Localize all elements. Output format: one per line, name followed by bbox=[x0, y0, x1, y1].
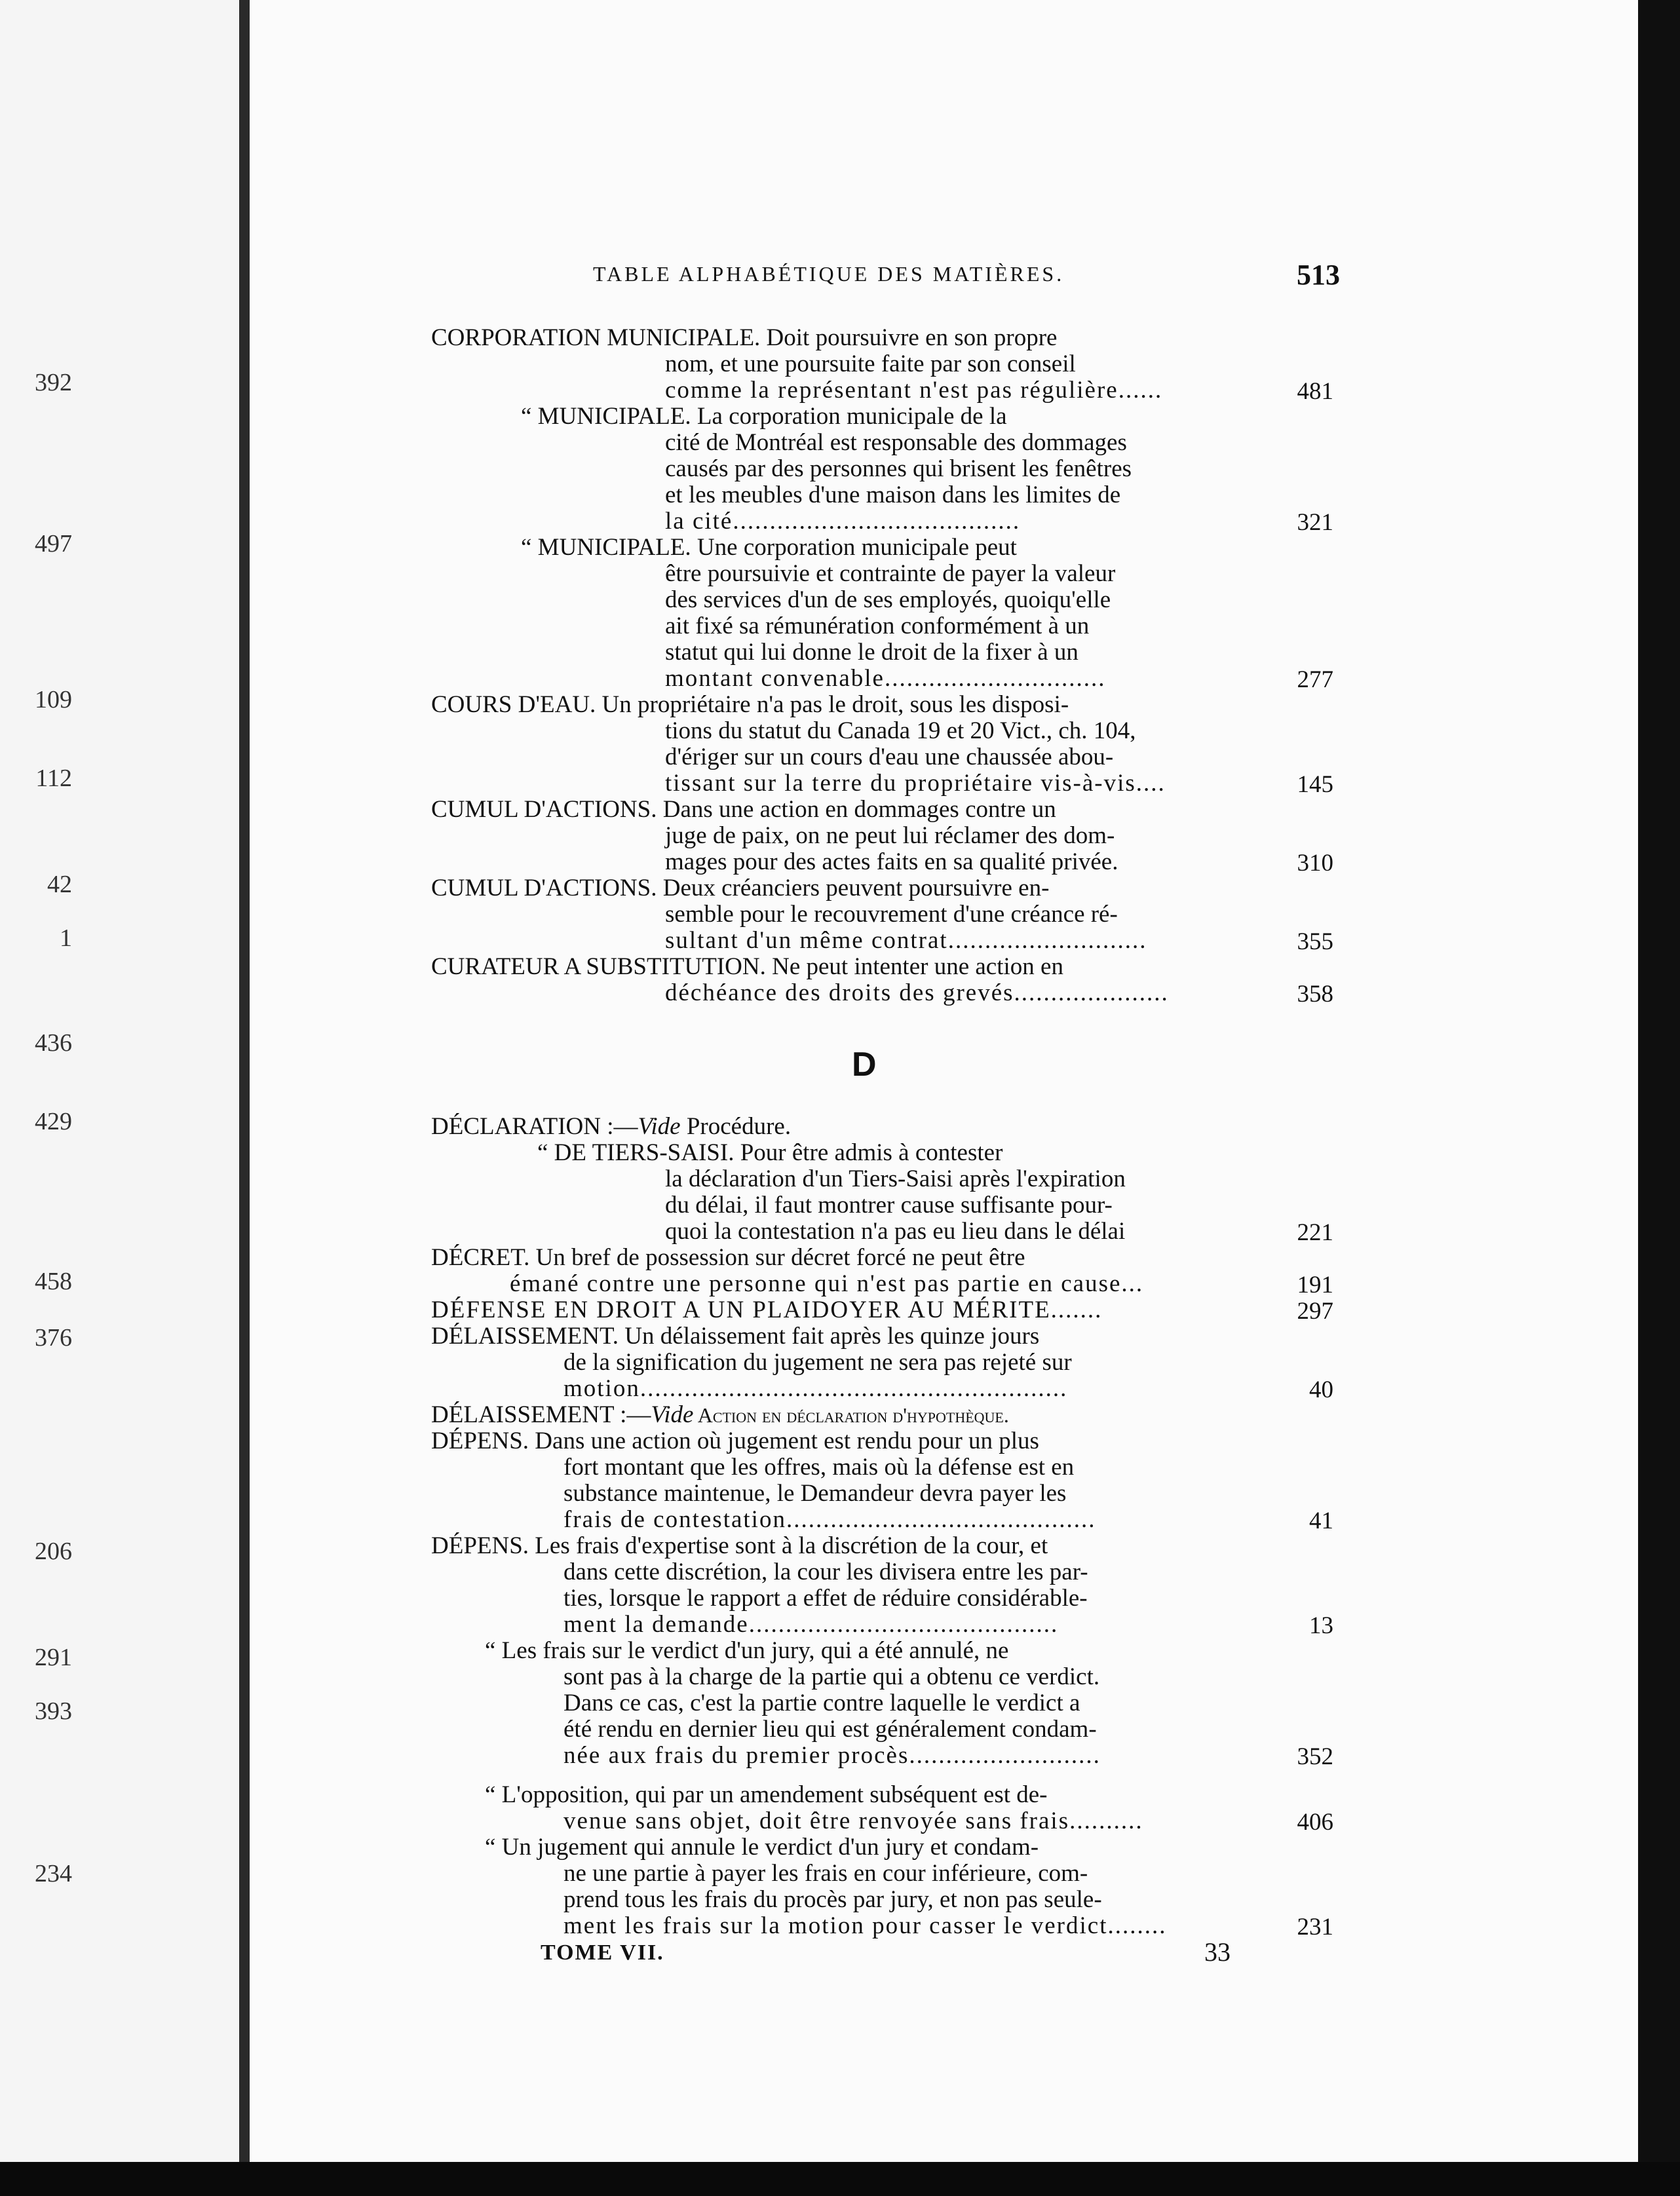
entry-text-line: ment les frais sur la motion pour casser le verdict........ bbox=[563, 1912, 1167, 1939]
margin-number: 429 bbox=[35, 1108, 72, 1135]
margin-number: 112 bbox=[35, 765, 72, 792]
vide-marker: Vide bbox=[651, 1401, 694, 1428]
entry-text-line: tissant sur la terre du propriétaire vis-à-vis.... bbox=[665, 770, 1166, 797]
entry-text-line: nom, et une poursuite faite par son conseil bbox=[665, 350, 1076, 377]
vide-marker: Vide bbox=[638, 1113, 681, 1140]
entry-heading-line: CORPORATION MUNICIPALE. Doit poursuivre en son propre bbox=[431, 324, 1058, 351]
section-letter: D bbox=[852, 1046, 877, 1084]
entry-text-line: née aux frais du premier procès.......................... bbox=[563, 1742, 1101, 1769]
margin-number: 109 bbox=[35, 686, 72, 713]
entry-text-line: du délai, il faut montrer cause suffisante pour- bbox=[665, 1192, 1113, 1219]
entry-heading-line: CUMUL D'ACTIONS. Dans une action en dommages contre un bbox=[431, 796, 1056, 823]
volume-footer: TOME VII. bbox=[541, 1940, 664, 1965]
entry-text-line: “ L'opposition, qui par un amendement subséquent est de- bbox=[485, 1781, 1048, 1808]
entry-text-line: dans cette discrétion, la cour les divisera entre les par- bbox=[563, 1559, 1088, 1585]
page-reference: 221 bbox=[1297, 1219, 1333, 1246]
entry-text-line: semble pour le recouvrement d'une créance ré- bbox=[665, 901, 1118, 928]
entry-text-line: substance maintenue, le Demandeur devra payer les bbox=[563, 1480, 1067, 1507]
entry-text-line: déchéance des droits des grevés..................... bbox=[665, 979, 1169, 1006]
entry-heading-line: CURATEUR A SUBSTITUTION. Ne peut intenter une action en bbox=[431, 953, 1063, 980]
entry-text-line: être poursuivie et contrainte de payer la valeur bbox=[665, 560, 1116, 587]
scan-border bbox=[1638, 0, 1680, 2196]
book-gutter bbox=[239, 0, 250, 2196]
entry-text-line: émané contre une personne qui n'est pas partie en cause... bbox=[510, 1270, 1144, 1297]
entry-text-line: fort montant que les offres, mais où la défense est en bbox=[563, 1454, 1075, 1481]
entry-text-line: ne une partie à payer les frais en cour inférieure, com- bbox=[563, 1860, 1088, 1887]
entry-text-line: quoi la contestation n'a pas eu lieu dans le délai bbox=[665, 1218, 1126, 1245]
entry-text-line: la cité....................................... bbox=[665, 508, 1021, 535]
margin-number: 376 bbox=[35, 1324, 72, 1352]
running-header bbox=[331, 259, 1340, 295]
entry-heading-line: DÉPENS. Dans une action où jugement est rendu pour un plus bbox=[431, 1428, 1039, 1454]
page-reference: 321 bbox=[1297, 509, 1333, 536]
entry-heading-line bbox=[431, 1114, 791, 1140]
page-reference: 297 bbox=[1297, 1298, 1333, 1325]
page-reference: 191 bbox=[1297, 1272, 1333, 1298]
page-reference: 406 bbox=[1297, 1809, 1333, 1836]
entry-heading-line: DÉLAISSEMENT. Un délaissement fait après les quinze jours bbox=[431, 1323, 1040, 1350]
page-reference: 355 bbox=[1297, 928, 1333, 955]
page-reference: 145 bbox=[1297, 771, 1333, 798]
entry-text-line: prend tous les frais du procès par jury, et non pas seule- bbox=[563, 1886, 1102, 1913]
entry-heading-line: “ DE TIERS-SAISI. Pour être admis à contester bbox=[537, 1139, 1003, 1166]
entry-text-line: “ Les frais sur le verdict d'un jury, qui a été annulé, ne bbox=[485, 1637, 1009, 1664]
entry-text-line: motion.......................................................... bbox=[563, 1375, 1068, 1402]
margin-number: 393 bbox=[35, 1697, 72, 1725]
entry-text-line: statut qui lui donne le droit de la fixer à un bbox=[665, 639, 1079, 666]
scan-border-bottom bbox=[0, 2162, 1680, 2196]
entry-text-line: tions du statut du Canada 19 et 20 Vict., ch. 104, bbox=[665, 717, 1136, 744]
page-reference: 310 bbox=[1297, 850, 1333, 877]
entry-heading-line: COURS D'EAU. Un propriétaire n'a pas le droit, sous les disposi- bbox=[431, 691, 1069, 718]
entry-text-line: juge de paix, on ne peut lui réclamer des dom- bbox=[665, 822, 1115, 849]
entry-text-line: ait fixé sa rémunération conformément à un bbox=[665, 613, 1090, 639]
cross-reference: Procédure. bbox=[680, 1113, 792, 1140]
entry-heading-line: “ MUNICIPALE. Une corporation municipale peut bbox=[521, 534, 1017, 561]
entry-text-line: “ Un jugement qui annule le verdict d'un jury et condam- bbox=[485, 1834, 1039, 1861]
entry-text-line: de la signification du jugement ne sera pas rejeté sur bbox=[563, 1349, 1072, 1376]
entry-text-line: causés par des personnes qui brisent les fenêtres bbox=[665, 455, 1132, 482]
entry-heading-line bbox=[431, 1402, 1009, 1428]
margin-number: 392 bbox=[35, 369, 72, 396]
entry-heading-term: DÉLAISSEMENT :— bbox=[431, 1401, 651, 1428]
margin-number: 234 bbox=[35, 1860, 72, 1887]
entry-text-line: des services d'un de ses employés, quoiqu'elle bbox=[665, 586, 1111, 613]
entry-text-line: et les meubles d'une maison dans les limites de bbox=[665, 482, 1121, 508]
margin-number: 42 bbox=[47, 871, 72, 898]
entry-text-line: ties, lorsque le rapport a effet de réduire considérable- bbox=[563, 1585, 1088, 1612]
margin-number: 291 bbox=[35, 1644, 72, 1671]
entry-text-line: la déclaration d'un Tiers-Saisi après l'expiration bbox=[665, 1165, 1126, 1192]
entry-text-line: sultant d'un même contrat........................... bbox=[665, 927, 1147, 954]
margin-number: 436 bbox=[35, 1029, 72, 1057]
entry-text-line: venue sans objet, doit être renvoyée sans frais.......... bbox=[563, 1808, 1143, 1834]
entry-text-line: sont pas à la charge de la partie qui a obtenu ce verdict. bbox=[563, 1663, 1100, 1690]
entry-heading-line: CUMUL D'ACTIONS. Deux créanciers peuvent poursuivre en- bbox=[431, 875, 1050, 901]
entry-text-line: cité de Montréal est responsable des dommages bbox=[665, 429, 1127, 456]
entry-text-line: frais de contestation.......................................... bbox=[563, 1506, 1096, 1533]
page-reference: 13 bbox=[1309, 1612, 1333, 1639]
entry-text-line: montant convenable.............................. bbox=[665, 665, 1106, 692]
page-reference: 358 bbox=[1297, 981, 1333, 1008]
page-reference: 40 bbox=[1309, 1376, 1333, 1403]
entry-heading-line: “ MUNICIPALE. La corporation municipale de la bbox=[521, 403, 1007, 430]
entry-text-line: Dans ce cas, c'est la partie contre laquelle le verdict a bbox=[563, 1690, 1080, 1716]
page-reference: 481 bbox=[1297, 378, 1333, 405]
page-reference: 352 bbox=[1297, 1743, 1333, 1770]
entry-heading-term: DÉCLARATION :— bbox=[431, 1113, 638, 1140]
entry-heading-line: DÉCRET. Un bref de possession sur décret forcé ne peut être bbox=[431, 1244, 1025, 1271]
cross-reference: Action en déclaration d'hypothèque. bbox=[693, 1403, 1009, 1427]
page-reference: 41 bbox=[1309, 1507, 1333, 1534]
page-number: 513 bbox=[1297, 259, 1340, 291]
signature-mark: 33 bbox=[1204, 1937, 1231, 1967]
margin-number: 458 bbox=[35, 1268, 72, 1295]
entry-text-line: d'ériger sur un cours d'eau une chaussée abou- bbox=[665, 744, 1114, 770]
entry-text-line: mages pour des actes faits en sa qualité privée. bbox=[665, 848, 1118, 875]
page-reference: 277 bbox=[1297, 666, 1333, 693]
entry-heading-line: DÉFENSE EN DROIT A UN PLAIDOYER AU MÉRITE....... bbox=[431, 1297, 1103, 1323]
margin-number: 1 bbox=[60, 924, 72, 952]
entry-text-line: été rendu en dernier lieu qui est généralement condam- bbox=[563, 1716, 1097, 1743]
entry-text-line: ment la demande.......................................... bbox=[563, 1611, 1059, 1638]
entry-heading-line: DÉPENS. Les frais d'expertise sont à la discrétion de la cour, et bbox=[431, 1532, 1048, 1559]
margin-number: 497 bbox=[35, 530, 72, 558]
running-header-title: TABLE ALPHABÉTIQUE DES MATIÈRES. bbox=[593, 262, 1065, 286]
entry-text-line: comme la représentant n'est pas régulière...... bbox=[665, 377, 1163, 404]
page-reference: 231 bbox=[1297, 1914, 1333, 1940]
margin-number: 206 bbox=[35, 1538, 72, 1565]
